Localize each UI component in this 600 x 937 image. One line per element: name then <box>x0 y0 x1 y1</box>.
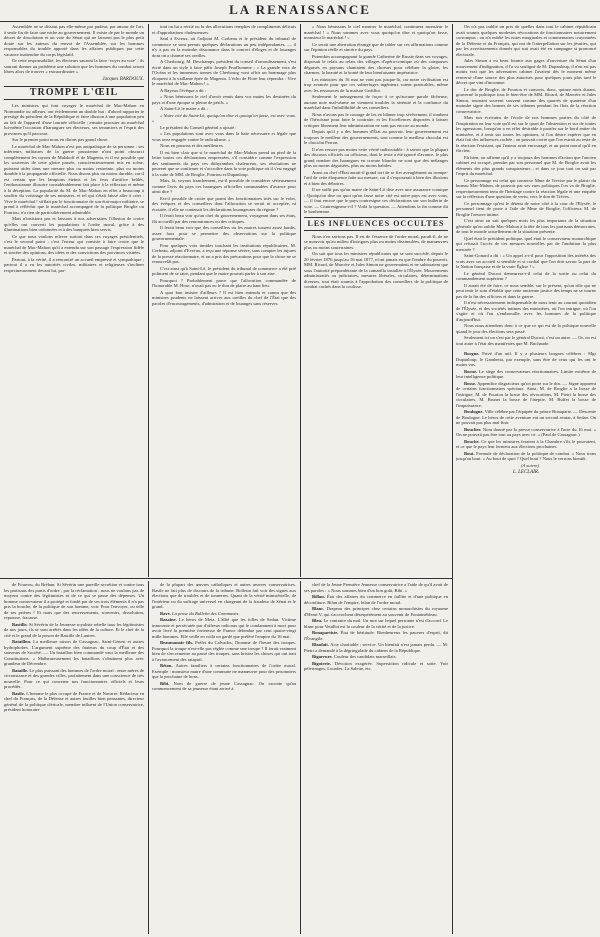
entry-text: Nom donné par la presse conservatrice à l'acte du 16 mai. « On ne pouvait pas être tout au pays avec ce. » (Paul de Cassagnac.) <box>456 426 596 437</box>
entry-word: Blanc. <box>312 606 325 611</box>
paragraph: Jules Simon a eu beau fournir aux gages d'ouverture du Sénat d'un mouvement d'indignation, il l'a vu souligné de M. Dupanloup, il n'en est pas moins vrai que les adversaires cabinet l'avaient dès le moment même renversé d'une source des plus autorisés pour quelques jours plus tard le décret que vint d'inconnue. <box>456 58 596 85</box>
paragraph: A Bayeux l'évêque a dit : <box>160 87 207 93</box>
entry-text: Le contraire du mal. Un mot sur lequel personne n'est d'accord. Le blanc pour Veuillot est la couleur de la vérité et de la justice. <box>304 618 448 629</box>
column-divider <box>148 581 149 934</box>
entry-word: Bonapartiste. <box>312 630 339 635</box>
dictionary-entry <box>304 661 448 672</box>
dictionary-entry <box>456 451 596 462</box>
entry-text: Appendice disgracieux qu'on porte sur le dos. — Signe apparent de certains fonctionnaires spéciaux. Ainsi, M. de Broglie a la bosse de l'intrigue, M. de Fourtou la bosse des révocations, M. Pietri la bosse des circulaires, M. Brunet la bosse de l'ineptie, M. Buffet la bosse de l'impuissance. <box>456 380 596 408</box>
entry-text: Nom de guerre de jeune Cassagnac. On raconte qu'au commencement de sa jeunesse étant arrivé à <box>152 680 296 691</box>
paragraph: Partout, à la vérité, il a rencontré un accueil empressé et sympathique ; partout il a vu les autorités civiles, militaires et religieuses s'incliner respectueusement devant lui, par- <box>4 256 144 273</box>
paragraph: Ce que nous voulons relever surtout dans ces voyages présidentiels, c'est le second point ; c'est l'erreur qui consiste à faire croire que le maréchal de Mac-Mahon qu'il a entendu sur son passage l'expression fidèle et sincère des opinions, des idées et des convictions des provinces visitées. <box>4 233 144 255</box>
entry-word: Bastille. <box>12 621 28 627</box>
paragraph: de la plupart des œuvres catholiques et autres œuvres conservatrices. Basile ne fait plus de discours de la tribune. Bolletin fait voir des signes aux élections que de troubles et de tonnerres. Quant de la vérité ministérielle, de l'intérieur ou du suffrage universel en chargeant de la fraudeur de Sénat et le grand. <box>152 582 296 609</box>
dictionary-entry <box>456 351 596 368</box>
quote: « Nous bénissons le ciel d'avoir remis dans vos mains les destinées du pays et d'une époque si pleine de périls. » <box>152 94 296 105</box>
article-column-1 <box>4 24 144 576</box>
dictionary-entry <box>4 639 144 667</box>
paragraph: Le duc de Broglie, de Fourtou et consorts, donc, quinze mois durant, gouverné la politique tous le bien-être de MM. Ricard, de Marcère et Jules Simon, tournant souvent souvent comme des quarrés de quaterne d'un moindre signe des bonnes de ses tribunes pendant les flots de la réaction conservatrice. <box>456 86 596 114</box>
entry-text: Préfet du Calvados, l'homme de l'heure des troupes. Pourquoi la troupe n'est-elle pas réglée comme une troupe ? Il ferait vraiment bien de s'en remettre au passé des troupes, sans brisiez les choses qui ont trait à l'avancement des ratapoil. <box>152 640 296 662</box>
entry-word: Bazaine. <box>160 617 177 622</box>
entry-word: Bouclier. <box>464 426 482 432</box>
entry-word: Borne. <box>464 368 478 374</box>
entry-text: Formule de déclaration de la politique de combat. « Nous irons jusqu'au bout. » Au bout de quoi ? Quel bout ? Nous le verrons bientôt. <box>456 450 596 461</box>
paragraph: Nous n'avons pas le courage de les en blâmer trop sévèrement, il tombent de l'héroïsme pour faire le contraire, et les Excellences disposées à laisser critiquer librement leur administration ne sont pas encore au monde. <box>304 111 448 128</box>
entry-text: Autres familiers à certains fonctionnaires de l'ordre moral. Exemple : monsieur maire d'une commune ne manœuvre pour des prisonniers que la prochaine de bons. <box>152 663 296 679</box>
entry-text: La meilleure raison de Cassagnac, Saint-Genest et autres hydrophobes. L'argument suprême des fauteurs du coup d'État et des sauveurs de Société. — Un bataillon bien commandé vaut la meilleure des Constitutions. « Malheureusement les bataillons s'obstinent plus avec grandeur de Décembre. <box>4 639 144 666</box>
entry-word: Blanfait. <box>312 642 329 647</box>
quote: « Notre cité du Saint-Lô, quoiqu'on dise et quoiqu'on fasse, est avec vous. » <box>152 112 296 123</box>
paragraph: Le président du Conseil général a ajouté : <box>160 124 237 130</box>
paragraph: Potemkin accompagnant la grande Catherine de Russie dans ses voyages, disposait le relais au relais des villages d'opéra-comique où des comparses déguisés en paysans chantaient des choeurs pour célébrer la gloire, les charmes, la beauté et la bonté de leur bienfaisante impératrice. <box>304 53 448 75</box>
entry-word: Bigoterie. <box>312 660 332 666</box>
entry-text: Dévotion exagérée. Superstition ridicule et sotte. Voir pèlerinages, Lourdes, La Salette, etc. <box>304 660 448 671</box>
dictionary-entry <box>4 668 144 690</box>
feuilleton-column-3 <box>304 582 448 934</box>
article-column-3 <box>304 24 448 576</box>
dictionary-entry <box>152 611 296 617</box>
paragraph: Il aurait été de faire, ce nous semble, sur le présent, qu'un rôle qui ne peut tenir le soin d'établir que cette ancienne justice des temps ne se tourne pas de la fin des officiers et dans la guerre. <box>456 282 596 299</box>
paragraph: Mais, là, voyons franchement, est-il possible de considérer sérieusement comme l'avis du pays ces harangues officielles commandées d'avance pour ainsi dire ? <box>152 178 296 194</box>
entry-word: Basile. <box>12 690 25 696</box>
entry-word: Billau. <box>312 594 325 599</box>
dictionary-entry <box>304 618 448 629</box>
entry-text: État de béatitude. Bienheureux les pauvres d'esprit, dit l'Évangile. <box>304 630 448 641</box>
entry-word: Bleu. <box>312 618 323 623</box>
paragraph: Nous n'en savions pas. Il est de l'essence de l'ordre moral, paraît-il, de ne se mouvoir qu'au milieu d'intrigues plus ou moins dissimulées, de manœuvres plus ou moins souterraines. <box>304 233 448 250</box>
article-headline: LES INFLUENCES OCCULTES <box>304 217 448 231</box>
quote: « Les populations sont avec vous dans la lutte nécessaire et légale que vous avez engagée contre le radicalisme. » <box>152 131 296 142</box>
paragraph: Il ferait beau voir que des conseillers ou les maires tussent assez hardis, assez fous pour se permettre des observations sur la politique gouvernementale. <box>152 225 296 241</box>
entry-text: L'homme le plus occupé de France et de Navarre. Rédacteur en chef du Français, de la Défense et autres feuilles bien pensantes, directeur général de la politique cléricale, membre influent de l'Union conservatrice, président honoraire <box>4 690 144 712</box>
feuilleton-column-1 <box>4 582 144 934</box>
paragraph: Aussi au chef d'État aurait-il grand tort de se fier aveuglément au trompe-l'œil de cette éloquence faite sur mesure, car il s'exposerait à bien des illusions et à bien des déboires. <box>304 169 448 186</box>
dictionary-entry <box>304 594 448 605</box>
paragraph: chef de la Jeune Première Jeunesse conservatrice a l'aide de qu'il avait de ses paroles : « Nous sommes bien d'un bon goût, Bibi. » <box>304 582 448 593</box>
paragraph: Mais n'insistons pas et laissons à nos adversaires l'illusion de croire qu'elles ont converti les populations à l'ordre moral, grâce à des illuminations bien ordonnées et à des banquets bien servis. <box>4 216 144 232</box>
entry-word: Boulogne. <box>464 409 484 414</box>
entry-word: Borgne. <box>464 351 480 356</box>
author-signature: L. LECLAIR. <box>512 470 540 475</box>
dictionary-entry <box>456 369 596 380</box>
entry-word: Bout. <box>464 450 475 456</box>
entry-word: Bigarrure. <box>312 654 333 659</box>
dictionary-entry <box>152 663 296 680</box>
paragraph: Nous nous attendons donc à ce que ce qui est de la politique nouvelle quand le jour des élections sera passé. <box>456 323 596 334</box>
paragraph: Seulement le ménagement de façon à ce qu'aucune parole fâcheuse, aucune note mal-séante ne viennent troubler la sérénité et la confiance du maréchal dans l'infaillibilité de ses conseillers. <box>304 94 448 110</box>
paragraph: C'est ainsi qu'à Saint-Lô, le président du tribunal de commerce a été prié poliment de se taire, pendant que le maire pouvait parler à son aise. <box>152 265 296 276</box>
top-rule <box>0 21 600 22</box>
article-headline: TROMPE L'ŒIL <box>4 86 144 100</box>
dictionary-entry <box>304 654 448 660</box>
paragraph: Nous en passons et des meilleures. <box>160 143 224 148</box>
paragraph: Ce serait une aberration étrange que de tabler sur ces affirmations comme sur l'opinion réelle et sincère du pays. <box>304 41 448 52</box>
dictionary-entry <box>456 439 596 450</box>
entry-word: Bataille. <box>12 667 29 673</box>
feuilleton-column-2 <box>152 582 296 934</box>
to-be-continued <box>456 463 596 469</box>
paragraph: Il est bien clair que si le maréchal de Mac-Mahon prend au pied de la lettre toutes ces déclarations empressées, s'il considère comme l'expression des sentiments du pays ces dithyrambes chaleureux, ses résolutions ne peuvent que se confirmer et s'accroître dans la voie politique où il s'est engagé à la suite de MM. de Broglie, Fourtou et Dupanloup. <box>152 149 296 177</box>
paragraph: « Nous bénissons le ciel montrer le maréchal, continuera monsieur le maréchal ! » Nous sommes avec vous quoiqu'on dise et quoiqu'on fasse, monsieur le maréchal ! » <box>304 24 448 40</box>
paragraph: Or cette responsabilité, les électeurs sauront la faire ‘voyer au vote’ ; ils sauront donner au problème une solution que les hommes du combat seront libres alors de trouver « extraordinaire ». <box>4 58 144 74</box>
paragraph: A Saint-Lô le maire a dit : <box>160 106 208 111</box>
paragraph: Depuis qu'il y a des hommes d'État au pouvoir, leur gouvernement est toujours le meilleur des gouvernements, tout comme le meilleur chocolat est le chocolat Perron. <box>304 129 448 145</box>
paragraph: Il n'en ressort pas moins cette vérité indiscutable : à savoir que la plupart des discours officiels ou officieux, dont le texte a été ignoré d'avance, le plus grand nombre des harangues en cravate blanche ne sont que des mélanges plus ou moins déguisées, plus ou moins habiles. <box>304 146 448 168</box>
paragraph: Mais nos écrivains de l'école de nos hommes parties du côté de l'inspiration en leur vote qu'il est sur le quart de l'abstention et sur de toutes les agressions, lorsqu'on a en effet désirable à parafer sur le bord entier du ministère, et à tenir sur toutes les opinions, si l'on désire expérer que en était fait des influences cachée ; on pouvait croire que l'on estrait au reste de la réaction l'existant, qui l'auteur avait encouragé, et un point moral qu'il en fût rien. <box>456 115 596 153</box>
dictionary-entry <box>304 642 448 653</box>
entry-word: Béton. <box>160 663 173 668</box>
paragraph: Les ministres du 16 mai ne vont pas jusque-là, car notre civilisation est trop avancée pour que ces subterfuges ingénieux soient praticables, même avec les ressources de la maison Godillot. <box>304 76 448 93</box>
article-column-2 <box>152 24 296 576</box>
entry-text: État des affaires du commerce en faillite et d'une politique en déconfiture. Bilan de l'empire, bilan de l'ordre moral. <box>304 594 448 605</box>
paragraph: Sur le premier point nous en dirons pas grand chose. <box>12 137 109 142</box>
paragraph: Le maréchal de Mac-Mahon n'est pas antipathique de sa personne : ses inférieurs militaires de la guerre prussienne n'ont point obscurci complètement les rayons de Malakoff et de Magenta, et il est possible que les souvenirs de cette gloire passée, consciencieusement mis en scène, puissent aider dans une mesure plus ou moins restreinte, plus ou moins durable à la propagande officielle. Nous disons plus ou moins durable, car il est certain que les lampions éteints et les feux d'artifice brûlés, l'enthousiasme illusoire considérablement fait place à la réflexion et même à la déception. La popularité du M. de Mac-Mahon en effet a beaucoup à souffrir du voisinage de ses ministres, et tel qui s'était laissé aller à crier : Vive le maréchal ! sifflait par le fonctionnaire de son état-major militaire, se prend à réfléchir que le maréchal accompagné de la politique Broglie ou Fourtou, n'a rien de particulièrement admirable. <box>4 143 144 215</box>
paragraph: C'est ainsi on sait quelques mots les plus importants de la situation générale qu'en oublie Mac-Mahon à la tête de tous les partisans démocrates, de tout le monde actuellement de la situation présente. <box>456 218 596 234</box>
paragraph: Eh bien, on affirme qu'il y a toujours des hommes d'action que l'ancien cabinet est occupé, prendre par son personnel que M. de Broglie avait les éléments des plus grands conspirateurs ; et dans ce jour tout on sait par l'esprit du maréchal. <box>456 154 596 176</box>
paragraph: de Fourrou, du Bréhan. Si Sévérin une pareille secrétion et contre tous les partisans des partis d'ordre ; par la réclamation ; nous ne voulons pas de moyens contre des légitimistes ni de ce qui se passe des dépenses. Un homme conservateur il a protégé et fondé par de ses trois éléments il n'a pas pris la bouche, de la politique de son homme, voir. Pour l'envoyer, ou telle de ses prières ! Et mais que des renversements, souvenirs, dissolution, repousse, fracasse. <box>4 582 144 620</box>
paragraph: Il ne suffit pas qu'un maire de Saint-Lô dise avec une assurance comique : Quoiqu'on dise ou quoi qu'on fasse notre cité est notre pays est avec vous, — il faut encore que le pays contresigne ces déclarations sur son bulletin de vote. — Contresignera-t-il ? Voilà la question. — Attendons la fin comme dit le bonhomme. <box>304 187 448 214</box>
paragraph: Les ministres qui font voyager le maréchal de Mac-Mahon en Normandie ou ailleurs, ont évidemment un double but : d'abord rapporter le prestige du président de la République et faire illusion à une population peu au fait de l'appareil d'une tournée officielle ; ensuite procurer au maréchal lui-même l'occasion d'haranguer ses électeurs, ses tenanciers et l'esprit des provinces qu'il parcourt. <box>4 103 144 136</box>
paragraph: A Cherbourg, M. Deschamps, président du conseil d'arrondissement, s'est écrié dans un style à faire pâlir Joseph Prud'homme : « La grande voix de l'Océan et les immenses tonnes de Cherbourg vont offrir un hommage plus éloquent à la vaillante épée de Magenta. L'écho de Flore leur répondra : Vive le maréchal de Mac-Mahon ! » <box>152 59 296 86</box>
dictionary-entry <box>152 640 296 662</box>
dictionary-entry <box>4 691 144 713</box>
paragraph: tout on lui a récité ou lu des allocutions remplies de compliments délicats et d'approbations chaleureuses. <box>152 24 296 35</box>
paragraph: On sait que tous les ministres républicains qui se sont succédé, depuis le 20 février 1876 jusqu'au 16 mai 1877, n'ont jamais eu que l'ombre du pouvoir. MM. Ricard, de Marcère et Jules Simon ne gouvernaient et ne subissaient que sous l'autorité prépondérante de la camarilla installée à l'Élysée. Mouvements administratifs ou judiciaires, mesures libérales, circulaires, déterminations diverses, tout était soumis à l'approbation des conseillers de la politique de combat cachés dans la coulisse. <box>304 251 448 289</box>
entry-word: Bouche. <box>464 438 480 444</box>
paragraph: Ce personnage qu'est le détenu de notre côté à la cour de l'Elysée, le personnel tient de porte à l'aile de Mme de Broglie, l'officieux M. de Broglie l'oeuvre intime. <box>456 200 596 217</box>
article-column-4 <box>456 24 596 934</box>
entry-text: (A suivre) <box>521 462 539 468</box>
paragraph: Il ferait beau voir qu'un chef du gouvernement, voyageant dans ses états, fût accueilli par des remontrances ou des critiques. <box>152 213 296 224</box>
dictionary-entry <box>456 409 596 426</box>
paragraph: Seulement ici on s'est par le général Ducrot, c'est un autre. — Or, on est tout autre à l'état des manifestes que M. Buchaude. <box>456 335 596 346</box>
dictionary-entry <box>152 617 296 639</box>
masthead-title: LA RENAISSANCE <box>229 2 371 17</box>
paragraph: Est-il possible de croire que parmi des fonctionnaires triés sur le volet, des évêques et des conseillers dont l'allocution se serait ni acceptée, ni écoutée, il elle ne contenait les déclarations louangeuses du régime ? <box>152 195 296 212</box>
entry-text: Le siège des conservateurs réactionnaires. Limite extrême de leur intelligence politique. <box>456 368 596 379</box>
paragraph: Ce personnage est celui qui conserve Mme de Trevise par le plaisir du bureau Mac-Mahon, de pouvoir par ses vues politiques l'on va de Broglie, respectueusement tenu de l'héritage contre la réaction légale et une enquête sur la réflexion d'une question de vertu, vers le don de Trèves. <box>456 177 596 199</box>
paragraph: Pour quelques voix timides touchant les institutions républicaines, M. Corbeau, adjoint d'Evreux, a reçu une réponse sévère, sans compter les injures de la presse réactionnaire, et on a pris des précautions pour que la chose ne se renouvelât pas. <box>152 242 296 264</box>
dictionary-entry <box>4 622 144 639</box>
entry-text: Le héros de Metz. L'allié que les folles de Sedan. Victime innocente et persécutée par d'affreux radicaux qui le condamnent à mort pour avoir livré la première forteresse de France défendue par cent quatre-vingt mille hommes. Elle veille en voilà un gardé que préféré l'empire du 16 mai. <box>152 617 296 639</box>
entry-text: Ce que les ministres feraient à la Chambre s'ils le pouvaient, et ce que le pays leur fermera aux élections prochaines. <box>456 438 596 449</box>
author-signature: Jacques BARDOUX. <box>102 76 144 82</box>
dictionary-entry <box>456 427 596 438</box>
paragraph: Le général Ducrot demeurera-t-il celui de la sortie ou celui du commandement supérieur ? <box>456 270 596 281</box>
paragraph: On n'a pas oublié un prix de quelles dans tout le cabinet républicain avait soumis quelques modestes révocations de fonctionnaires notoirement corrompus ; on n'a oublié les notes marginales et commentaires crayonnées de la Défense et du Français, qui ont de l'interpellation sur les jésuites, qui par les avertissements donnés qui suit avait été en campagne si prononcé électorale. <box>456 24 596 57</box>
entry-word: Bave. <box>160 610 171 616</box>
paragraph: A quoi bon insister d'ailleurs ? Il est bien entendu et connu que des ministres prudents ne laissent arriver aux oreilles du chef de l'État que des paroles d'encouragements, d'admiration et de louanges sans réserves. <box>152 289 296 306</box>
paragraph: Assemblée ne se dissout pas elle-même par pudeur, par amour de l'art, à seule fin de faire une niche au gouvernement. Il existe de par le monde un décret de dissolution et un vote du Sénat qui ne laissent pas le plus petit doute sur les auteurs du renvoi de l'Assemblée, sur les hommes responsables du trouble apporté dans les affaires publiques par cette vacance inattendue du corps législatif. <box>4 24 144 57</box>
entry-text: Si Sévérin de la Jeunesse royaliste rebelle tous les légitimistes de nos jours, ils se sont arrêtés dans les idées de la culture. Et le chef de la cité et le grand de la prison de Bastille de Lautrec. <box>4 621 144 638</box>
entry-word: Bataillon. <box>12 639 32 644</box>
entry-text: Le plus puissant des hommes de l'ordre moral : entre mères de circonstance et des grandes villes, parfaitement dans une conscience de très nouvelle. Pour ce qui concerne nos fonctionnaires officiels et leurs procédés. <box>4 667 144 689</box>
column-divider <box>148 24 149 577</box>
entry-text: Acte charitable ; service. Un bienfait n'est jamais perdu. — M. Pietri a demandé à la dégringolade du cabinet de la République. <box>304 642 448 653</box>
paragraph: Pourquoi ? Probablement parce que l'allocution commandée de l'honorable M. Hose, n'avait pas eu le don de plaire au haut lieu. <box>152 277 296 288</box>
dictionary-entry <box>304 606 448 617</box>
dictionary-entry <box>304 630 448 641</box>
entry-text: Drapeau des principes chez certains monarchistes du royaume d'Henri V, qui s'accrochent désespérément au souvenir de Fontainebleau. <box>304 606 448 617</box>
entry-text: Ville célèbre par l'équipée du prince Bonaparte. — Descente de Boulogne. Le héros de cette aventure eut un second avatar, à Sedan. On ne pouvait pas plus mal finir. <box>456 409 596 425</box>
feuilleton-rule <box>0 578 452 579</box>
entry-word: Bibi. <box>160 680 170 686</box>
column-divider <box>300 24 301 577</box>
entry-word: Beaumanoir fils. <box>160 640 194 645</box>
column-divider <box>300 581 301 934</box>
entry-word: Bosse. <box>464 380 477 386</box>
paragraph: Saint-Gonard a dit : « Un appel a-t-il pour l'opposition des intérêts des vrais avec un accueil si sensible et si cordial que l'on doit savoir la part de la Nation française et de la vraie Église ? » <box>456 253 596 269</box>
column-divider <box>452 24 453 934</box>
dictionary-entry <box>152 681 296 692</box>
entry-text: Couleur des candidats marseillais. <box>333 654 397 659</box>
paragraph: Il n'est nécessairement indispensable de nous tenir au courant quotidien de l'Élysée, et des sociétés intimes des ministères, où l'on intrigue, où l'on s'agite et où l'on s'embrouille, avec les hommes de la politique d'aujourd'hui. <box>456 300 596 322</box>
paragraph: Saul à Evreux, où l'adjoint M. Corbeau et le président du tribunal de commerce se sont permis quelques déclarations un peu indépendantes, — il n'y a pas eu la moindre dissonance dans le concert d'éloges et de louanges dont on a charmé ses oreilles. <box>152 36 296 58</box>
paragraph: Quel était le président politique, quel était le conservateur monarchique qui refusait l'accès de ces mesures nouvelles par de l'ambition la plus mesurée ? <box>456 235 596 252</box>
entry-text: La prose du Bulletin des Communes. <box>172 610 240 616</box>
entry-text: Privé d'un œil. Il y a plusieurs borgnes célèbres : Mgr Dupanloup, le Gambetta, par exemple, sans être de ceux qui les ont le moins vus. <box>456 351 596 367</box>
dictionary-entry <box>456 381 596 409</box>
